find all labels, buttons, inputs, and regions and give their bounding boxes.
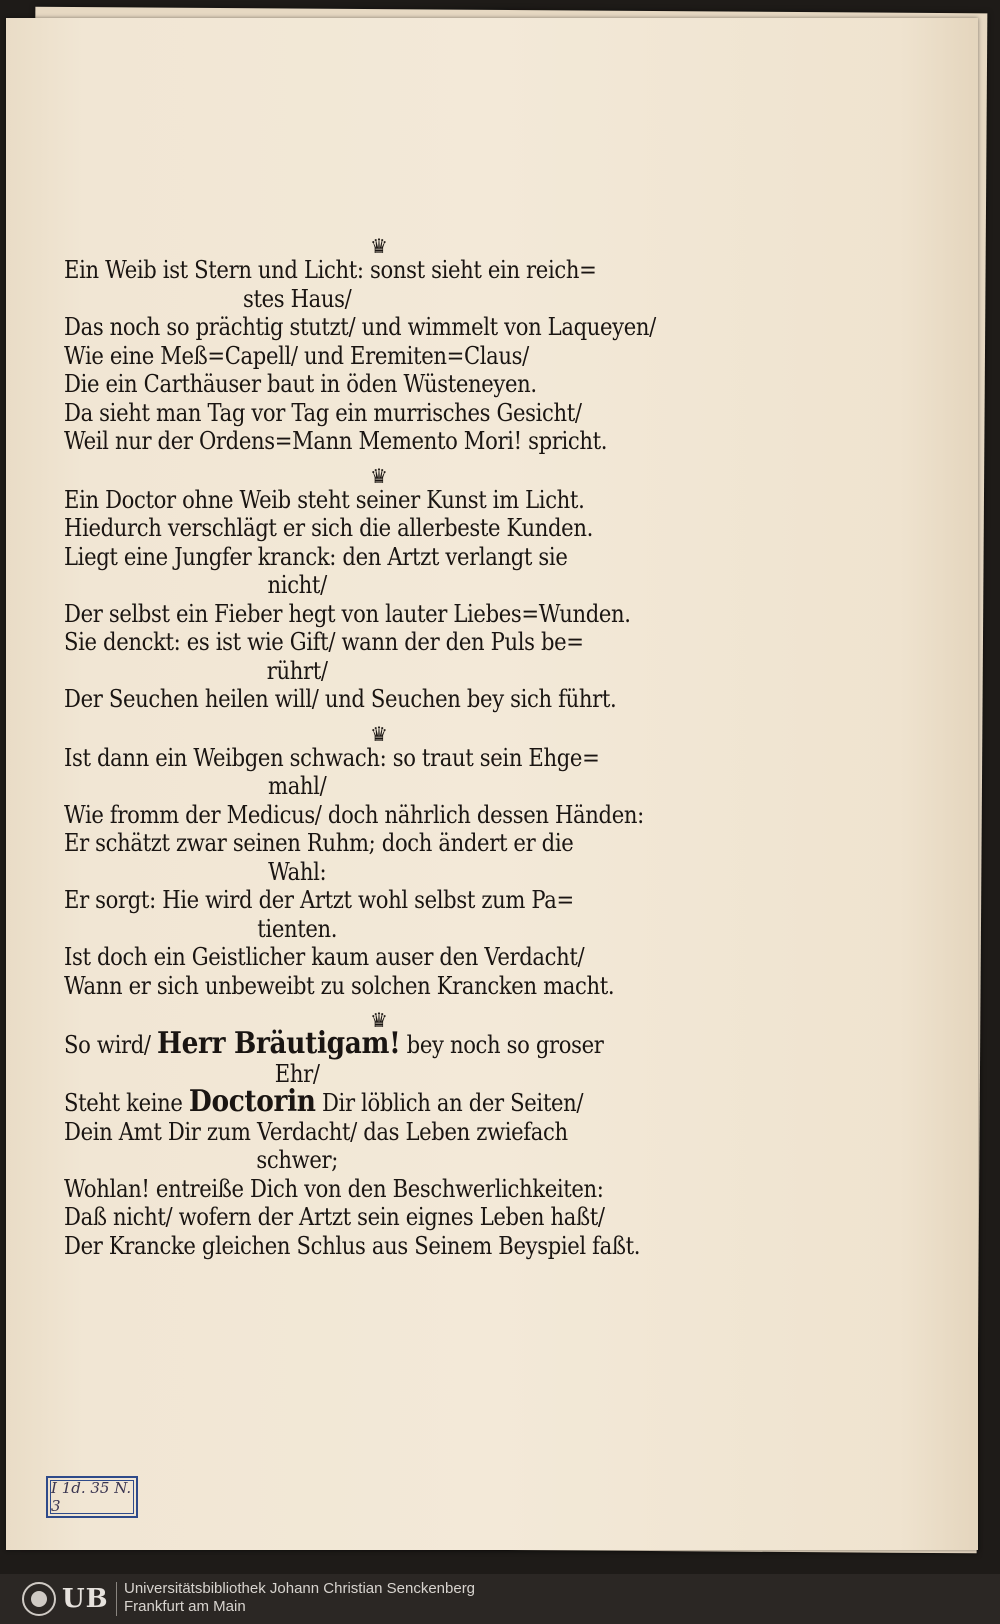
stanza-line: Wie eine Meß=Capell/ und Eremiten=Claus/ <box>64 341 529 370</box>
seal-icon <box>22 1582 56 1616</box>
stanza-line <box>64 1084 584 1119</box>
line-text: So wird/ <box>64 1031 158 1059</box>
footer-divider <box>116 1582 117 1616</box>
stanza-line: Da sieht man Tag vor Tag ein murrisches Gesicht/ <box>64 398 582 427</box>
footer-institution <box>124 1580 475 1616</box>
stanza-line: Ist dann ein Weibgen schwach: so traut sein Ehge= <box>64 743 600 772</box>
poem-text <box>64 236 654 1270</box>
stanza-line: Er sorgt: Hie wird der Artzt wohl selbst zum Pa= <box>64 886 574 914</box>
library-footer <box>0 1574 1000 1624</box>
stanza-line-continuation: nicht/ <box>267 571 327 599</box>
crown-ornament-icon: ♛ <box>370 234 388 258</box>
stanza-line: Der Krancke gleichen Schlus aus Seinem Beyspiel faßt. <box>64 1231 641 1260</box>
addressee-emphasis: Herr Bräutigam! <box>157 1026 401 1061</box>
stanza-line: Ein Weib ist Stern und Licht: sonst sieht ein reich= <box>64 256 597 284</box>
stanza-line: Hiedurch verschlägt er sich die allerbeste Kunden. <box>64 514 593 542</box>
stanza-line: Ist doch ein Geistlicher kaum auser den Verdacht/ <box>64 943 585 971</box>
line-text: Steht keine <box>64 1089 189 1117</box>
stanza-line-continuation: Wahl: <box>268 857 327 886</box>
stanza-4 <box>64 1026 654 1260</box>
stanza-3 <box>64 744 654 1001</box>
line-text: Dir löblich an der Seiten/ <box>315 1089 584 1117</box>
stanza-line: Wann er sich unbeweibt zu solchen Krancken macht. <box>64 971 615 1000</box>
document-page <box>6 18 978 1550</box>
stanza-1 <box>64 256 654 456</box>
crown-ornament-icon: ♛ <box>370 463 388 488</box>
stanza-line: Er schätzt zwar seinen Ruhm; doch ändert er die <box>64 829 574 857</box>
crown-ornament-icon: ♛ <box>370 721 388 746</box>
doctorin-emphasis: Doctorin <box>188 1084 316 1119</box>
stanza-2 <box>64 486 654 714</box>
stanza-line-continuation: Ehr/ <box>274 1059 320 1088</box>
ub-logo[interactable] <box>0 1580 116 1618</box>
shelfmark-text: I 1d. 35 N. 3 <box>50 1480 134 1514</box>
footer-line-1: Universitätsbibliothek Johann Christian Senckenberg <box>124 1580 476 1597</box>
stanza-line: Wohlan! entreiße Dich von den Beschwerlichkeiten: <box>64 1174 604 1203</box>
stanza-line-continuation: mahl/ <box>268 772 327 800</box>
stanza-line: Dein Amt Dir zum Verdacht/ das Leben zwiefach <box>64 1117 568 1146</box>
stanza-line-continuation: tienten. <box>257 914 338 943</box>
shelfmark-stamp <box>46 1476 138 1518</box>
footer-line-2: Frankfurt am Main <box>124 1598 246 1615</box>
stanza-line-continuation: schwer; <box>256 1146 338 1174</box>
line-text: bey noch so groser <box>400 1031 604 1059</box>
crown-ornament-icon: ♛ <box>370 1008 388 1032</box>
stanza-line: Der Seuchen heilen will/ und Seuchen bey sich führt. <box>64 685 617 713</box>
ub-logo-text: UB <box>62 1584 109 1614</box>
stanza-line: Der selbst ein Fieber hegt von lauter Liebes=Wunden. <box>64 599 631 628</box>
stanza-line-continuation: stes Haus/ <box>242 284 352 313</box>
stanza-line: Sie denckt: es ist wie Gift/ wann der den Puls be= <box>64 628 584 656</box>
stanza-line: Ein Doctor ohne Weib steht seiner Kunst im Licht. <box>64 485 585 514</box>
stanza-line: Daß nicht/ wofern der Artzt sein eignes Leben haßt/ <box>64 1203 605 1231</box>
stanza-line: Weil nur der Ordens=Mann Memento Mori! spricht. <box>64 427 608 455</box>
stanza-line: Liegt eine Jungfer kranck: den Artzt verlangt sie <box>64 542 568 571</box>
stanza-line-continuation: rührt/ <box>266 656 328 685</box>
stanza-line <box>64 1026 604 1061</box>
stanza-line: Wie fromm der Medicus/ doch nährlich dessen Händen: <box>64 800 644 829</box>
stanza-line: Das noch so prächtig stutzt/ und wimmelt von Laqueyen/ <box>64 313 656 341</box>
stanza-line: Die ein Carthäuser baut in öden Wüsteneyen. <box>64 370 537 398</box>
